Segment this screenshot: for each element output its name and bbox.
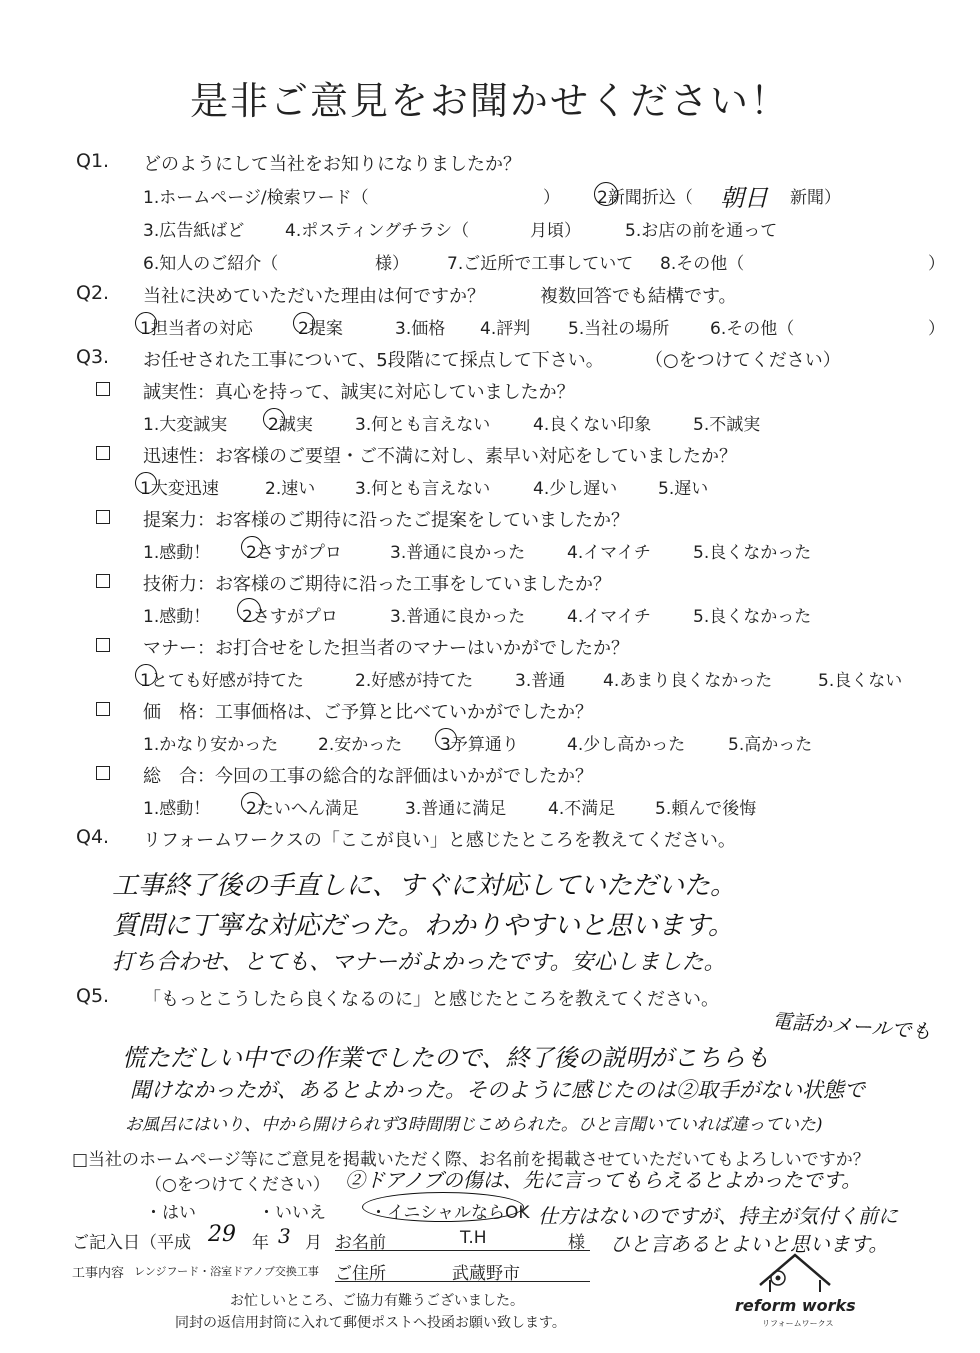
q3-option[interactable]: 5.遅い [658, 479, 709, 499]
q3-option[interactable]: 5.高かった [728, 735, 813, 755]
q3-option[interactable]: 5.良くなかった [693, 543, 812, 563]
publish-option-yes[interactable]: ・はい [145, 1203, 196, 1223]
checkbox[interactable] [96, 574, 110, 588]
q3-option[interactable]: 3.普通 [515, 671, 566, 691]
q3-option[interactable]: 2さすがプロ [246, 543, 342, 563]
q3-option[interactable]: 4.あまり良くなかった [603, 671, 773, 691]
date-label: ご記入日（平成 [72, 1233, 191, 1253]
q1-question: どのようにして当社をお知りになりましたか？ [143, 154, 521, 175]
q3-note: （○をつけてください） [645, 350, 841, 371]
q3-option[interactable]: 1.感動！ [143, 543, 211, 563]
publish-option-initials[interactable]: ・イニシャルならOK [370, 1203, 530, 1223]
q3-option[interactable]: 3.何とも言えない [355, 415, 491, 435]
q5-answer: ひと言あるとよいと思います。 [610, 1232, 889, 1256]
q3-option[interactable]: 5.不誠実 [693, 415, 761, 435]
q3-option[interactable]: 2.安かった [318, 735, 403, 755]
q5-answer: 慌ただしい中での作業でしたので、終了後の説明がこちらも [122, 1044, 770, 1072]
q3-option[interactable]: 4.良くない印象 [533, 415, 652, 435]
q3-option[interactable]: 4.少し遅い [533, 479, 618, 499]
checkbox[interactable] [96, 638, 110, 652]
q1-option-8-close: ） [928, 254, 945, 274]
q3-option[interactable]: 5.良くない [818, 671, 903, 691]
selection-circle [435, 728, 457, 750]
selection-circle [241, 536, 263, 558]
q1-option-1-close: ） [543, 188, 560, 208]
q1-option-5[interactable]: 5.お店の前を通って [625, 221, 778, 241]
q4-question: リフォームワークスの「ここが良い」と感じたところを教えてください。 [143, 830, 736, 851]
q1-option-4-close: 月頃） [530, 221, 581, 241]
q2-label: Q2. [76, 282, 110, 304]
q5-label: Q5. [76, 985, 110, 1007]
q5-answer: ②ドアノブの傷は、先に言ってもらえるとよかったです。 [345, 1168, 862, 1192]
q3-item-title: 誠実性：真心を持って、誠実に対応していましたか？ [143, 382, 575, 403]
q1-label: Q1. [76, 150, 110, 172]
q5-answer: 聞けなかったが、あるとよかった。そのように感じたのは②取手がない状態で [130, 1078, 865, 1102]
date-year-suffix: 年 [252, 1233, 269, 1253]
checkbox[interactable] [96, 702, 110, 716]
q5-question: 「もっとこうしたら良くなるのに」と感じたところを教えてください。 [143, 989, 719, 1010]
q3-option[interactable]: 4.イマイチ [567, 607, 651, 627]
q2-option-1[interactable]: 1担当者の対応 [140, 319, 253, 339]
date-month-suffix: 月 [305, 1233, 322, 1253]
q3-option[interactable]: 5.頼んで後悔 [655, 799, 757, 819]
q1-option-1[interactable]: 1.ホームページ/検索ワード（ [143, 188, 369, 208]
q3-option[interactable]: 3予算通り [440, 735, 519, 755]
checkbox[interactable] [96, 382, 110, 396]
q4-label: Q4. [76, 826, 110, 848]
q3-item-title: マナー：お打合せをした担当者のマナーはいかがでしたか？ [143, 638, 629, 659]
q3-label: Q3. [76, 346, 110, 368]
q1-option-7[interactable]: 7.ご近所で工事していて [447, 254, 634, 274]
q4-answer: 質問に丁寧な対応だった。わかりやすいと思います。 [112, 911, 734, 941]
q1-option-3[interactable]: 3.広告紙ばど [143, 221, 245, 241]
selection-circle [237, 598, 261, 622]
selection-circle [135, 312, 157, 334]
q4-answer: 工事終了後の手直しに、すぐに対応していただいた。 [112, 871, 737, 901]
q4-answer: 打ち合わせ、とても、マナーがよかったです。安心しました。 [112, 950, 726, 975]
q3-item-title: 迅速性：お客様のご要望・ご不満に対し、素早い対応をしていましたか？ [143, 446, 737, 467]
q2-option-2[interactable]: 2提案 [298, 319, 343, 339]
q1-option-6[interactable]: 6.知人のご紹介（ [143, 254, 279, 274]
q3-option[interactable]: 2たいへん満足 [246, 799, 359, 819]
q2-option-6-close: ） [928, 319, 945, 339]
q3-item-title: 総 合：今回の工事の総合的な評価はいかがでしたか？ [143, 766, 593, 787]
thanks-line-1: お忙しいところ、ご協力有難うございました。 [230, 1293, 524, 1309]
q2-option-4[interactable]: 4.評判 [480, 319, 531, 339]
q3-option[interactable]: 2誠実 [268, 415, 313, 435]
selection-circle [135, 472, 157, 494]
q3-item-title: 価 格：工事価格は、ご予算と比べていかがでしたか？ [143, 702, 593, 723]
checkbox[interactable] [96, 446, 110, 460]
q3-option[interactable]: 4.不満足 [548, 799, 616, 819]
q2-note: 複数回答でも結構です。 [540, 286, 737, 307]
name-label: お名前 [335, 1233, 386, 1253]
q1-option-6-close: 様） [375, 254, 409, 274]
publish-option-no[interactable]: ・いいえ [258, 1203, 326, 1223]
q3-option[interactable]: 3.普通に満足 [405, 799, 507, 819]
work-label: 工事内容 [72, 1266, 125, 1281]
q1-option-4[interactable]: 4.ポスティングチラシ（ [285, 221, 470, 241]
q3-option[interactable]: 1大変迅速 [140, 479, 219, 499]
q3-option[interactable]: 2.好感が持てた [355, 671, 474, 691]
date-month[interactable]: 3 [278, 1224, 291, 1248]
checkbox[interactable] [96, 766, 110, 780]
q3-option[interactable]: 1.感動！ [143, 607, 211, 627]
q3-option[interactable]: 3.普通に良かった [390, 543, 526, 563]
logo-name: reform works [735, 1296, 856, 1315]
q1-option-2[interactable]: 2新聞折込（ [597, 188, 693, 208]
q5-margin-note: 電話かメールでも [771, 1008, 933, 1044]
q3-option[interactable]: 2さすがプロ [242, 607, 338, 627]
name-value[interactable]: T.H [460, 1228, 487, 1248]
name-underline [335, 1250, 590, 1251]
selection-circle [293, 312, 315, 334]
work-value: レンジフード・浴室ドアノブ交換工事 [134, 1265, 319, 1278]
q2-question: 当社に決めていただいた理由は何ですか？ [143, 286, 485, 307]
q3-item-title: 技術力：お客様のご期待に沿った工事をしていましたか？ [143, 574, 611, 595]
q3-option[interactable]: 2.速い [265, 479, 316, 499]
page-title: 是非ご意見をお聞かせください！ [189, 79, 790, 123]
publish-question: □当社のホームページ等にご意見を掲載いただく際、お名前を掲載させていただいてもよろしいですか？ [72, 1150, 870, 1170]
handwritten-newspaper: 朝日 [720, 184, 768, 212]
q3-option[interactable]: 3.普通に良かった [390, 607, 526, 627]
q3-option[interactable]: 5.良くなかった [693, 607, 812, 627]
q1-option-8[interactable]: 8.その他（ [660, 254, 745, 274]
q1-option-2-close: 新聞） [790, 188, 841, 208]
address-underline [335, 1281, 590, 1282]
q3-option[interactable]: 4.少し高かった [567, 735, 686, 755]
q3-question: お任せされた工事について、5段階にて採点して下さい。 [143, 350, 604, 371]
q2-option-6[interactable]: 6.その他（ [710, 319, 795, 339]
q3-option[interactable]: 1とても好感が持てた [140, 671, 304, 691]
thanks-line-2: 同封の返信用封筒に入れて郵便ポストへ投函お願い致します。 [175, 1315, 566, 1331]
date-year[interactable]: 29 [208, 1222, 236, 1247]
q3-option[interactable]: 1.感動！ [143, 799, 211, 819]
name-suffix: 様 [568, 1233, 585, 1253]
q3-option[interactable]: 1.大変誠実 [143, 415, 228, 435]
q2-option-3[interactable]: 3.価格 [395, 319, 446, 339]
q2-option-5[interactable]: 5.当社の場所 [568, 319, 670, 339]
q3-option[interactable]: 1.かなり安かった [143, 735, 279, 755]
selection-circle [362, 1192, 524, 1222]
q3-item-title: 提案力：お客様のご期待に沿ったご提案をしていましたか？ [143, 510, 629, 531]
q3-option[interactable]: 3.何とも言えない [355, 479, 491, 499]
q3-option[interactable]: 4.イマイチ [567, 543, 651, 563]
selection-circle [263, 408, 285, 430]
checkbox[interactable] [96, 510, 110, 524]
publish-note: （○をつけてください） [145, 1175, 330, 1195]
address-label: ご住所 [335, 1264, 386, 1284]
selection-circle [135, 664, 157, 686]
selection-circle [241, 792, 263, 814]
q5-answer: お風呂にはいり、中から開けられず3時間閉じこめられた。ひと言聞いていれば違っていた) [125, 1115, 823, 1135]
address-value[interactable]: 武蔵野市 [452, 1264, 520, 1284]
selection-circle [594, 182, 618, 206]
q5-answer: 仕方はないのですが、持主が気付く前に [538, 1204, 898, 1228]
logo-subtitle: リフォームワークス [762, 1319, 834, 1328]
